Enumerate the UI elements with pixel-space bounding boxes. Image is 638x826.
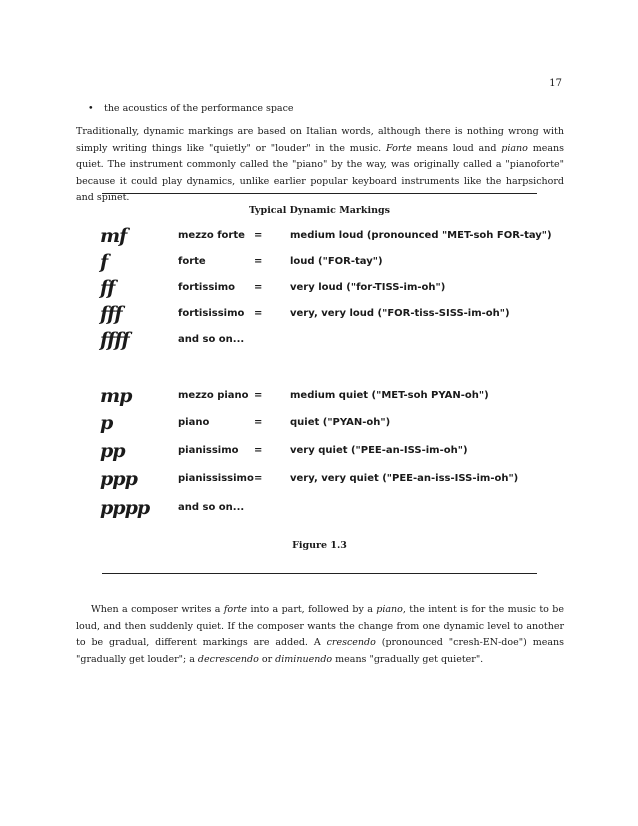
para2-text-3: , the intent is for the music to be loud, and then suddenly quiet. If the composer wants the change from one dynamic level to another to be gradual, different markings are added. A: [76, 604, 564, 648]
dynamic-row: [0, 252, 638, 276]
dynamic-symbol: mp: [100, 385, 132, 407]
dynamic-symbol: ppp: [100, 468, 137, 490]
dynamic-row: [0, 386, 638, 410]
para2-text-6: means "gradually get quieter".: [332, 653, 484, 665]
para2-text-1: When a composer writes a: [91, 604, 224, 615]
para1-piano-term: piano: [501, 142, 528, 154]
equals-sign: =: [254, 230, 263, 241]
dynamic-symbol: p: [100, 412, 113, 434]
dynamic-meaning: very, very quiet ("PEE-an-iss-ISS-im-oh"): [290, 473, 519, 484]
page-number: 17: [549, 78, 562, 89]
para1-text-1: Traditionally, dynamic markings are based on Italian words, although there is nothing wrong with simply writing things like "quietly" or "louder" in the music.: [76, 126, 564, 154]
dynamic-symbol: ff: [100, 277, 115, 299]
dynamic-row: [0, 278, 638, 302]
dynamic-term: piano: [178, 417, 210, 428]
dynamic-row: [0, 304, 638, 328]
bullet-glyph: •: [88, 103, 94, 114]
dynamic-symbol: ffff: [100, 329, 129, 351]
equals-sign: =: [254, 473, 263, 484]
dynamic-meaning: medium loud (pronounced "MET-soh FOR-tay"): [290, 230, 552, 241]
para2-text-2: into a part, followed by a: [247, 604, 377, 615]
equals-sign: =: [254, 390, 263, 401]
figure-bottom-rule: [102, 573, 537, 574]
para2-forte-term: forte: [223, 604, 248, 615]
dynamic-meaning: very quiet ("PEE-an-ISS-im-oh"): [290, 445, 468, 456]
equals-sign: =: [254, 445, 263, 456]
figure-top-rule: [102, 193, 537, 194]
dynamic-meaning: medium quiet ("MET-soh PYAN-oh"): [290, 390, 489, 401]
para1-text-2: means loud and: [411, 142, 502, 154]
equals-sign: =: [254, 256, 263, 267]
dynamic-row: [0, 498, 638, 522]
para2-text-4: (pronounced "cresh-EN-doe") means "gradually get louder"; a: [76, 637, 564, 665]
figure-caption: Figure 1.3: [292, 540, 347, 551]
dynamic-row: [0, 469, 638, 493]
para2-text-5: or: [258, 653, 276, 665]
dynamic-meaning: very loud ("for-TISS-im-oh"): [290, 282, 446, 293]
figure-title: Typical Dynamic Markings: [249, 205, 390, 216]
para1-forte-term: Forte: [386, 142, 412, 154]
dynamic-meaning: very, very loud ("FOR-tiss-SISS-im-oh"): [290, 308, 510, 319]
para2-decrescendo-term: decrescendo: [197, 653, 259, 665]
bullet-item: [88, 103, 548, 114]
dynamic-meaning: quiet ("PYAN-oh"): [290, 417, 391, 428]
dynamic-symbol: pppp: [100, 497, 150, 519]
dynamic-row: [0, 441, 638, 465]
dynamic-term: mezzo forte: [178, 230, 245, 241]
equals-sign: =: [254, 282, 263, 293]
dynamic-term: pianissimo: [178, 445, 239, 456]
equals-sign: =: [254, 308, 263, 319]
dynamic-row: [0, 226, 638, 250]
para1-text-3: means quiet. The instrument commonly called the "piano" by the way, was originally called a "pianoforte" because it could play dynamics, unlike earlier popular keyboard instruments like the harpsichord and spinet.: [76, 142, 564, 203]
dynamic-row: [0, 413, 638, 437]
dynamic-symbol: fff: [100, 303, 122, 325]
dynamic-meaning: loud ("FOR-tay"): [290, 256, 383, 267]
para2-piano-term: piano: [376, 604, 403, 615]
dynamic-symbol: pp: [100, 440, 125, 462]
dynamic-term: fortissimo: [178, 282, 235, 293]
dynamic-term: pianississimo: [178, 473, 254, 484]
paragraph-dynamics-intro: [76, 124, 564, 207]
bullet-text: the acoustics of the performance space: [104, 103, 294, 114]
dynamic-term: mezzo piano: [178, 390, 249, 401]
para2-crescendo-term: crescendo: [326, 637, 376, 648]
equals-sign: =: [254, 417, 263, 428]
dynamic-term: fortisissimo: [178, 308, 245, 319]
dynamic-term: and so on...: [178, 334, 245, 345]
dynamic-symbol: f: [100, 251, 108, 273]
dynamic-term: and so on...: [178, 502, 245, 513]
dynamic-symbol: mf: [100, 225, 127, 247]
dynamic-term: forte: [178, 256, 206, 267]
dynamic-row: [0, 330, 638, 354]
para2-diminuendo-term: diminuendo: [275, 653, 333, 665]
paragraph-crescendo: [76, 602, 564, 668]
